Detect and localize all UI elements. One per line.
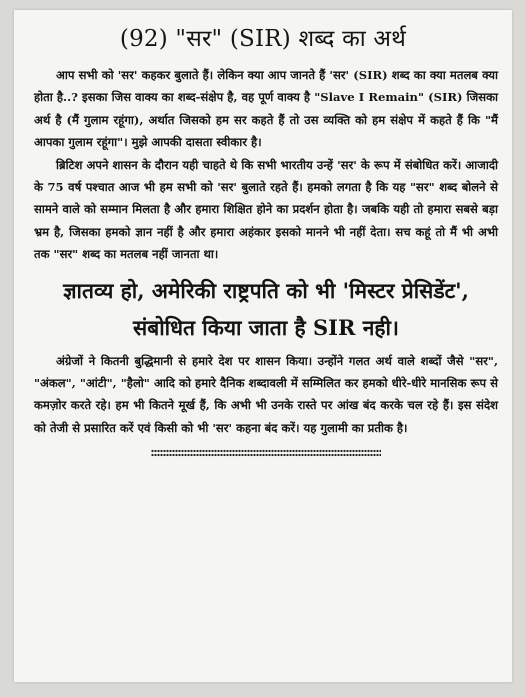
page-title: (92) "सर" (SIR) शब्द का अर्थ [119, 26, 407, 52]
document-page [14, 10, 512, 682]
paragraph-conclusion: अंग्रेजों ने कितनी बुद्धिमानी से हमारे देश पर शासन किया। उन्होंने गलत अर्थ वाले शब्दों जैसे "सर", "अंकल", "आंटी", "हैलो" आदि को हमारे दैनिक शब्दावली में सम्मिलित कर हमको धीरे-धीरे मानसिक रूप से कमज़ोर करते रहे। हम भी कितने मूर्ख हैं, कि अभी भी उनके रास्ते पर आंख बंद करके चल रहे हैं। इस संदेश को तेजी से प्रसारित करें एवं किसी को भी 'सर' कहना बंद करें। यह गुलामी का प्रतीक है। [34, 353, 498, 435]
paragraph-british-rule: ब्रिटिश अपने शासन के दौरान यही चाहते थे कि सभी भारतीय उन्हें 'सर' के रूप में संबोधित करें। आजादी के 75 वर्ष पश्चात आज भी हम सभी को 'सर' बुलाते रहते हैं। हमको लगता है कि यह "सर" शब्द बोलने से सामने वाले को सम्मान मिलता है और हमारा शिक्षित होने का प्रदर्शन होता है। जबकि यही तो हमारा सबसे बड़ा भ्रम है, जिसका हमको ज्ञान नहीं है और हमारा अहंकार इसको मानने भी नहीं देता। सच कहूं तो मैं भी अभी तक "सर" शब्द का मतलब नहीं जानता था। [34, 157, 498, 262]
document-body [14, 54, 512, 457]
dotted-divider [151, 449, 381, 457]
highlight-callout: ज्ञातव्य हो, अमेरिकी राष्ट्रपति को भी 'मिस्टर प्रेसिडेंट', संबोधित किया जाता है SIR नही। [63, 277, 469, 340]
paragraph-intro: आप सभी को 'सर' कहकर बुलाते हैं। लेकिन क्या आप जानते हैं 'सर' (SIR) शब्द का क्या मतलब क्या होता है..? इसका जिस वाक्य का शब्द-संक्षेप है, वह पूर्ण वाक्य है "Slave I Remain" (SIR) जिसका अर्थ है (मैं गुलाम रहूंगा), अर्थात जिसको हम सर कहते हैं तो उस व्यक्ति को हम संक्षेप में कहते हैं कि "मैं आपका गुलाम रहूंगा"। मुझे आपकी दासता स्वीकार है। [34, 68, 498, 150]
